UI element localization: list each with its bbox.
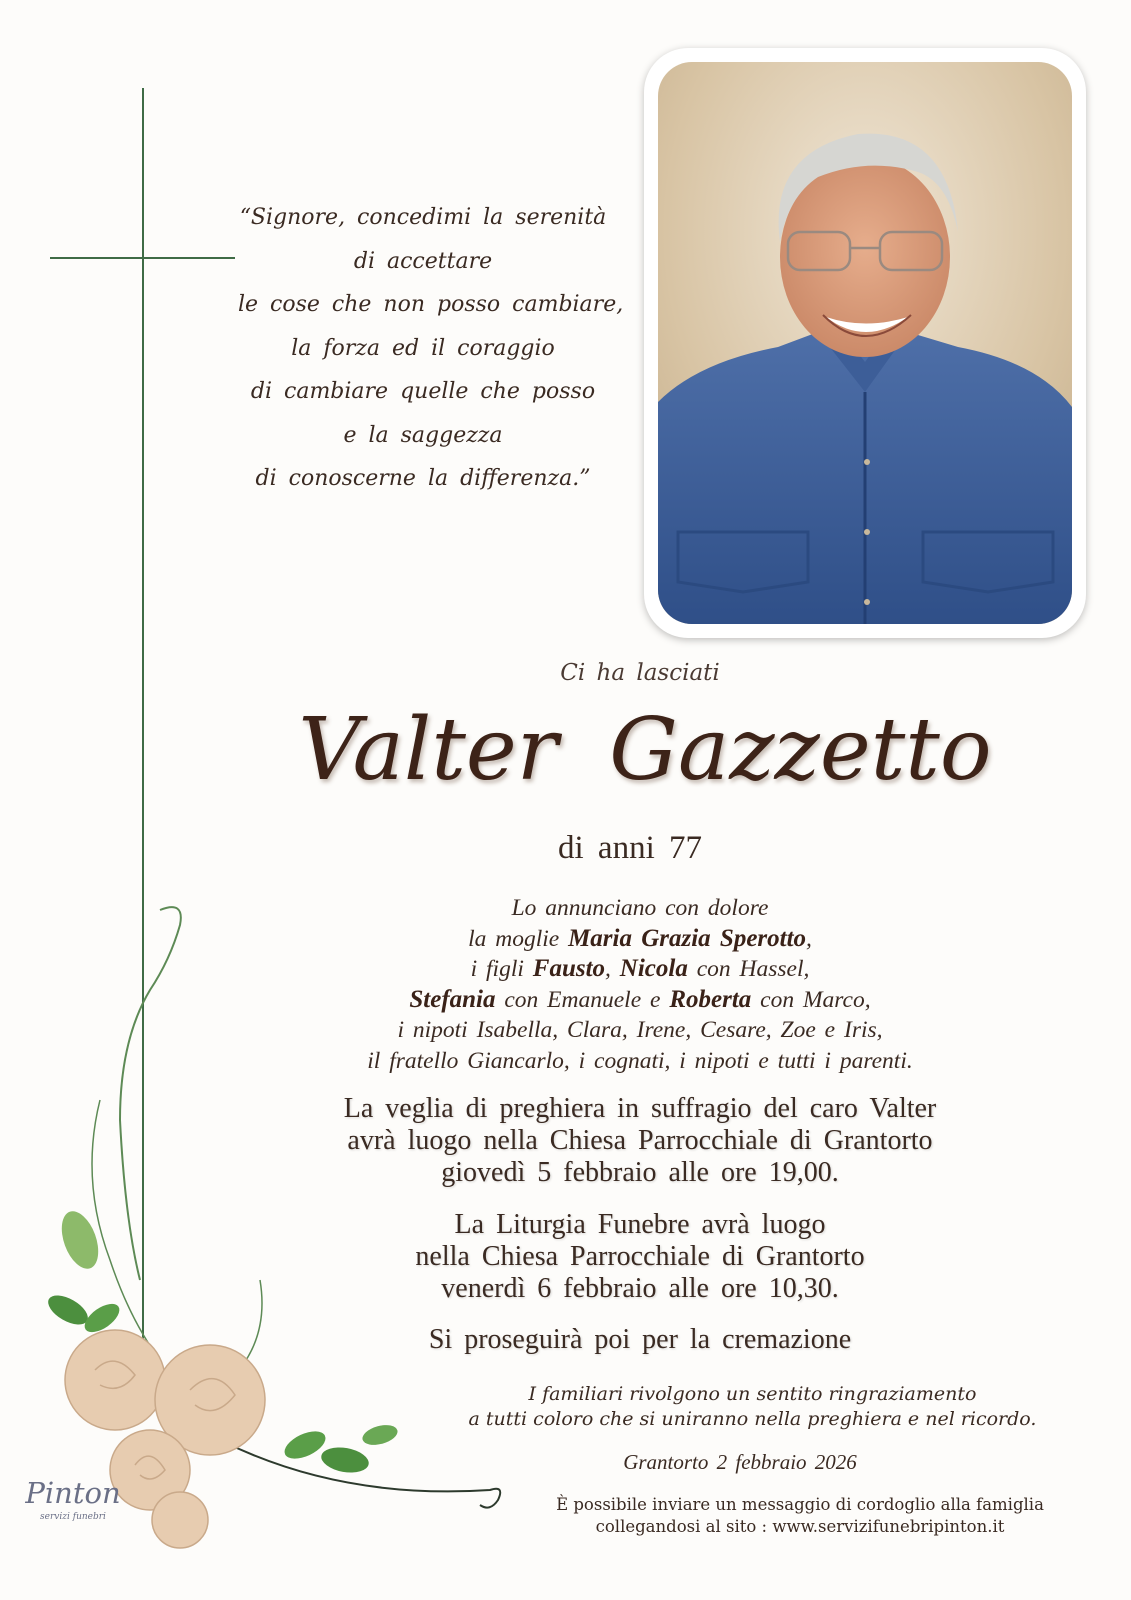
children-suffix: con Hassel, <box>696 956 810 982</box>
wife-name: Maria Grazia Sperotto <box>568 924 807 952</box>
son-name: Nicola <box>619 955 688 982</box>
pinton-logo <box>18 1470 128 1536</box>
vigil-line: avrà luogo nella Chiesa Parrocchiale di Grantorto <box>347 1125 933 1156</box>
quote-line: “Signore, concedimi la serenità <box>239 205 607 230</box>
quote-line: e la saggezza <box>343 422 503 448</box>
cross-horizontal-bar <box>50 257 235 259</box>
portrait-frame <box>644 48 1086 638</box>
family-line: i nipoti Isabella, Clara, Irene, Cesare, Zoe e Iris, <box>397 1017 883 1043</box>
quote-line: di accettare <box>353 248 493 274</box>
vigil-line: giovedì 5 febbraio alle ore 19,00. <box>441 1157 839 1188</box>
separator: , <box>605 956 611 982</box>
rose-decoration <box>40 900 510 1550</box>
family-line: il fratello Giancarlo, i cognati, i nipoti e tutti i parenti. <box>367 1047 913 1074</box>
thanks-line: I familiari rivolgono un sentito ringraziamento <box>528 1383 977 1405</box>
funeral-line: venerdì 6 febbraio alle ore 10,30. <box>441 1273 839 1304</box>
quote-line: le cose che non posso cambiare, <box>238 292 624 317</box>
quote-line: la forza ed il coraggio <box>291 335 555 361</box>
children-prefix: i figli <box>470 956 524 982</box>
spouse-text: con Emanuele e <box>504 986 661 1013</box>
son-name: Fausto <box>532 955 606 982</box>
cremation-line: Si proseguirà poi per la cremazione <box>428 1324 852 1355</box>
thanks-message <box>420 1382 1085 1432</box>
portrait-photo <box>658 62 1072 624</box>
quote-line: di conoscerne la differenza.” <box>255 466 591 491</box>
deceased-name: Valter Gazzetto <box>298 700 992 800</box>
logo-name: Pinton <box>25 1476 121 1510</box>
prayer-quote <box>238 196 624 501</box>
spouse-text: con Marco, <box>760 986 871 1013</box>
deceased-age: di anni 77 <box>558 830 702 866</box>
quote-line: di cambiare quelle che posso <box>250 379 596 404</box>
funeral-line: nella Chiesa Parrocchiale di Grantorto <box>415 1241 865 1272</box>
daughter-name: Stefania <box>409 985 496 1013</box>
funeral-line: La Liturgia Funebre avrà luogo <box>454 1209 826 1240</box>
logo-tagline: servizi funebri <box>40 1512 106 1522</box>
intro-text: Ci ha lasciati <box>560 660 720 686</box>
footer-line: È possibile inviare un messaggio di cordoglio alla famiglia <box>556 1495 1044 1514</box>
condolence-footer <box>500 1494 1100 1538</box>
wife-prefix: la moglie <box>468 925 560 952</box>
thanks-line: a tutti coloro che si uniranno nella preghiera e nel ricordo. <box>468 1408 1037 1430</box>
wife-suffix: , <box>806 925 812 952</box>
vigil-line: La veglia di preghiera in suffragio del caro Valter <box>343 1093 937 1124</box>
daughter-name: Roberta <box>669 985 752 1013</box>
footer-line: collegandosi al sito : www.servizifunebripinton.it <box>595 1517 1005 1536</box>
family-line: Lo annunciano con dolore <box>511 895 769 921</box>
notice-date: Grantorto 2 febbraio 2026 <box>623 1450 857 1474</box>
